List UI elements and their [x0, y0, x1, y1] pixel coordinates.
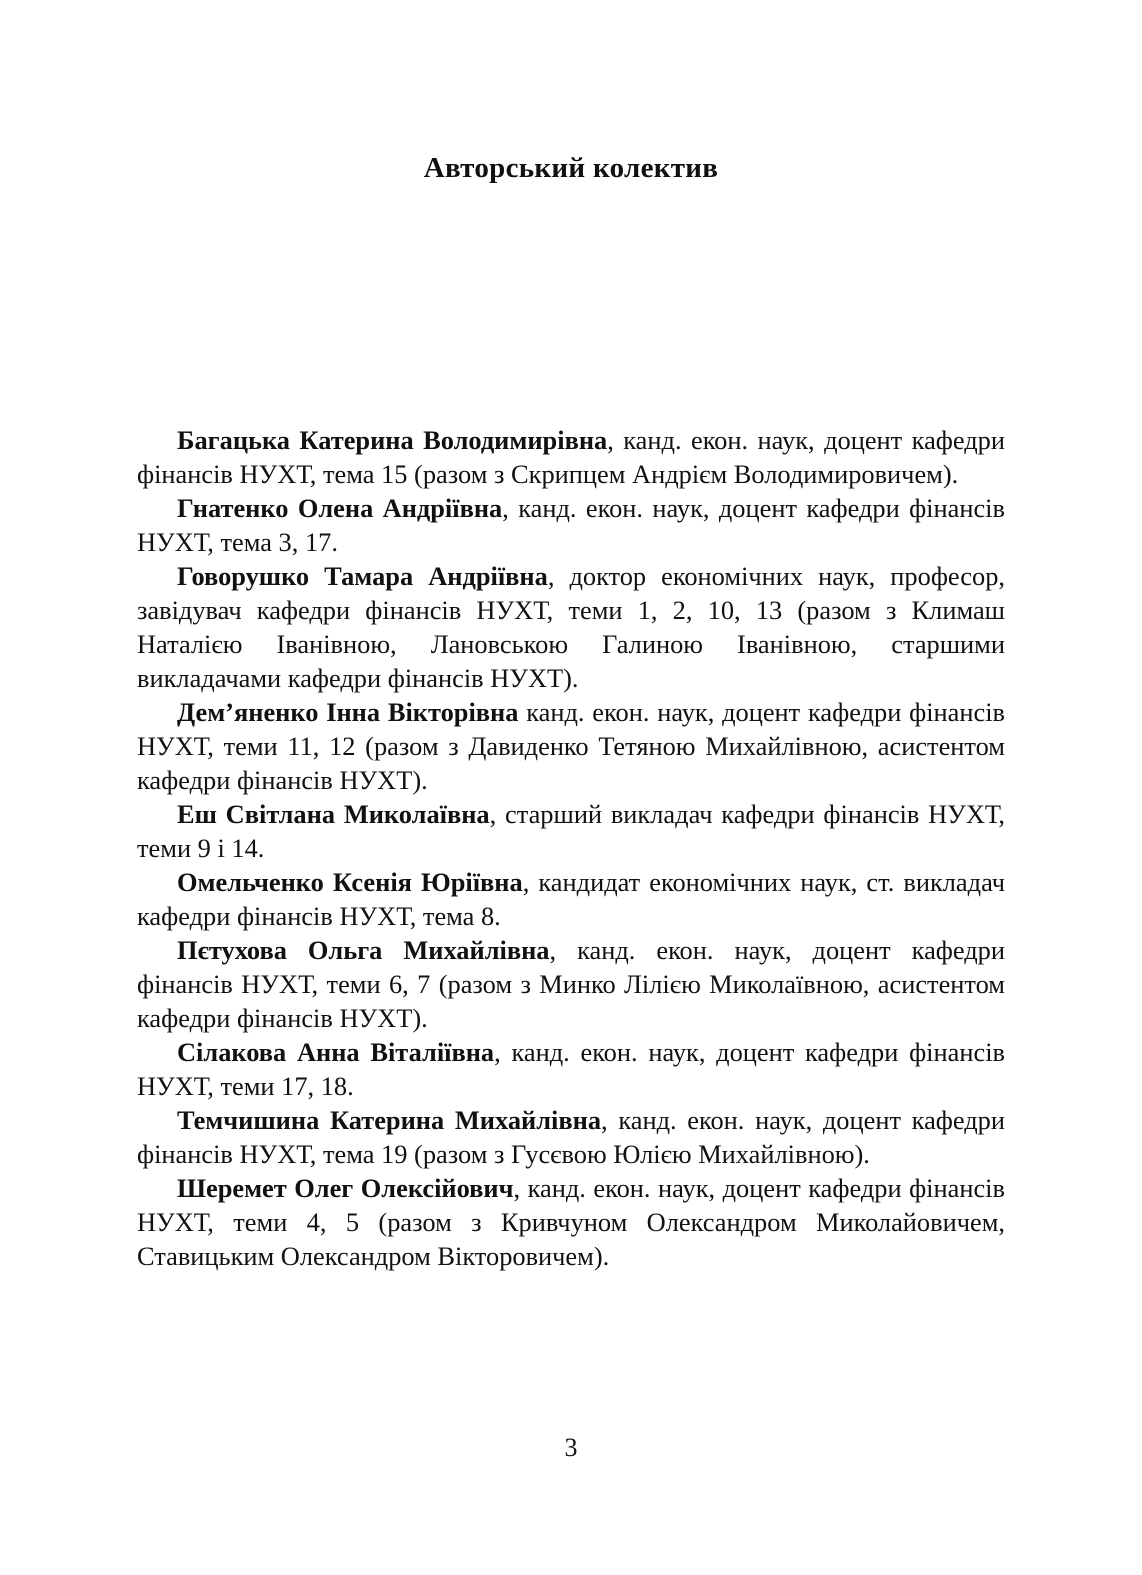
author-entry [137, 865, 1005, 933]
page-title: Авторський колектив [423, 152, 719, 184]
author-list [137, 423, 1005, 1273]
author-name: Говорушко Тамара Андріївна [177, 561, 548, 591]
author-name: Сілакова Анна Віталіївна [177, 1037, 495, 1067]
author-details: , канд. екон. наук, доцент кафедри фінансів НУХТ, тема 3, 17. [137, 493, 1005, 557]
author-name: Дем’яненко Інна Вікторівна [177, 697, 519, 727]
author-entry [137, 1103, 1005, 1171]
author-entry [137, 423, 1005, 491]
author-entry [137, 559, 1005, 695]
author-details: , кандидат економічних наук, ст. викладач кафедри фінансів НУХТ, тема 8. [137, 867, 1006, 931]
author-name: Еш Світлана Миколаївна [177, 799, 490, 829]
author-entry [137, 695, 1005, 797]
author-details: канд. екон. наук, доцент кафедри фінансів НУХТ, теми 11, 12 (разом з Давиденко Тетяною Михайлівною, асистентом кафедри фінансів НУХТ). [137, 697, 1005, 795]
author-details: , канд. екон. наук, доцент кафедри фінансів НУХТ, теми 6, 7 (разом з Минко Лілією Миколаївною, асистентом кафедри фінансів НУХТ). [137, 935, 1005, 1033]
author-details: , старший викладач кафедри фінансів НУХТ, теми 9 і 14. [137, 799, 1005, 863]
author-details: , канд. екон. наук, доцент кафедри фінансів НУХТ, тема 19 (разом з Гусєвою Юлією Михайлівною). [137, 1105, 1006, 1169]
author-name: Гнатенко Олена Андріївна [177, 493, 503, 523]
author-details: , канд. екон. наук, доцент кафедри фінансів НУХТ, тема 15 (разом з Скрипцем Андрієм Володимировичем). [137, 425, 1005, 489]
author-entry [137, 933, 1005, 1035]
author-name: Шеремет Олег Олексійович [177, 1173, 514, 1203]
author-entry [137, 1035, 1005, 1103]
author-entry [137, 1171, 1005, 1273]
author-details: , доктор економічних наук, професор, завідувач кафедри фінансів НУХТ, теми 1, 2, 10, 13 (разом з Климаш Наталією Іванівною, Лановською Галиною Іванівною, старшими викладачами кафедри фінансів НУХТ). [137, 561, 1005, 693]
author-entry [137, 797, 1005, 865]
author-name: Омельченко Ксенія Юріївна [177, 867, 523, 897]
author-name: Темчишина Катерина Михайлівна [177, 1105, 602, 1135]
page-number: 3 [564, 1433, 578, 1462]
author-details: , канд. екон. наук, доцент кафедри фінансів НУХТ, теми 4, 5 (разом з Кривчуном Олександром Миколайовичем, Ставицьким Олександром Вікторовичем). [137, 1173, 1005, 1271]
author-entry [137, 491, 1005, 559]
author-details: , канд. екон. наук, доцент кафедри фінансів НУХТ, теми 17, 18. [137, 1037, 1005, 1101]
author-name: Пєтухова Ольга Михайлівна [177, 935, 550, 965]
author-name: Багацька Катерина Володимирівна [177, 425, 608, 455]
